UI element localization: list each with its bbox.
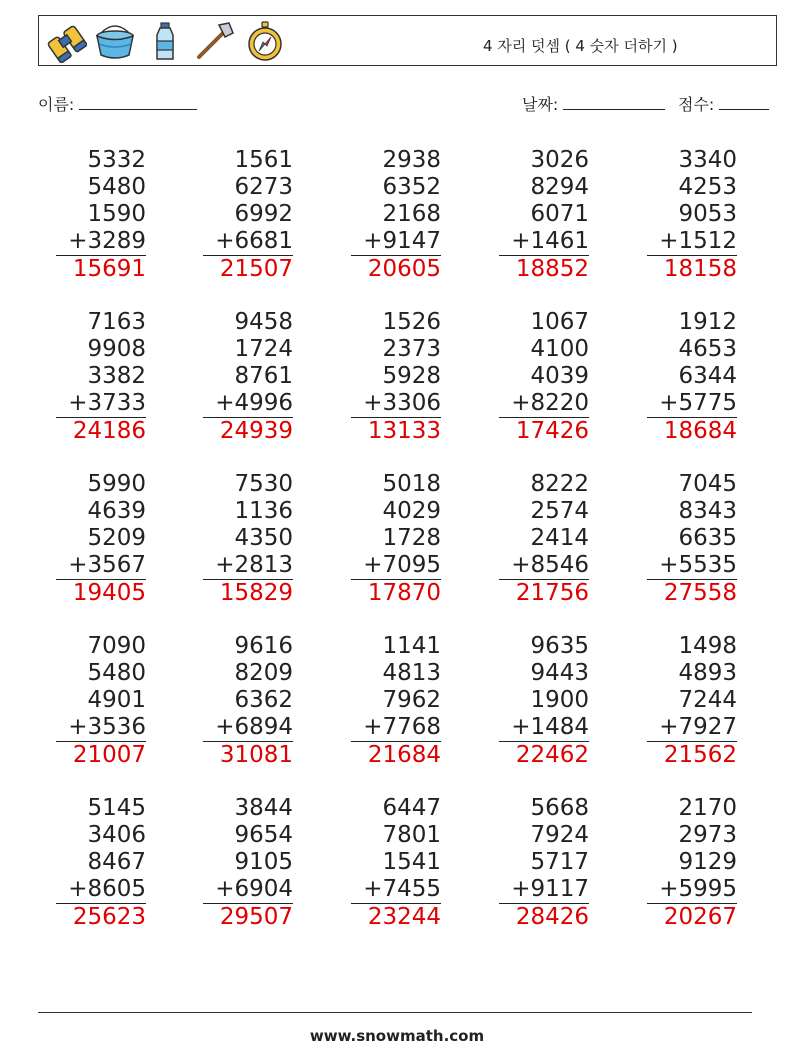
addend-2: 7801	[382, 822, 441, 848]
addend-1: 9635	[530, 633, 589, 659]
addition-problem	[351, 147, 441, 283]
answer: 29507	[219, 904, 293, 930]
addition-problem	[499, 795, 589, 931]
addend-3: 6362	[234, 687, 293, 713]
addition-problem	[499, 471, 589, 607]
name-label: 이름:	[38, 95, 75, 114]
answer: 18684	[663, 418, 737, 444]
addend-2: 4653	[678, 336, 737, 362]
addend-3: 7962	[382, 687, 441, 713]
addend-1: 1561	[234, 147, 293, 173]
addend-4: +9147	[351, 228, 441, 256]
answer: 21507	[219, 256, 293, 282]
answer: 15691	[72, 256, 146, 282]
footer-site: www.snowmath.com	[309, 1027, 485, 1045]
name-field	[38, 92, 197, 115]
addend-4: +5775	[647, 390, 737, 418]
addition-problem	[203, 147, 293, 283]
addend-4: +8605	[56, 876, 146, 904]
date-label: 날짜:	[522, 95, 559, 114]
addend-4: +3306	[351, 390, 441, 418]
addend-3: 6344	[678, 363, 737, 389]
addend-4: +3289	[56, 228, 146, 256]
answer: 28426	[515, 904, 589, 930]
addend-2: 9443	[530, 660, 589, 686]
addend-1: 1912	[678, 309, 737, 335]
addend-4: +7768	[351, 714, 441, 742]
answer: 15829	[219, 580, 293, 606]
addition-problem	[56, 795, 146, 931]
addend-3: 1728	[382, 525, 441, 551]
addend-3: 4350	[234, 525, 293, 551]
answer: 19405	[72, 580, 146, 606]
addend-2: 8209	[234, 660, 293, 686]
addend-4: +3536	[56, 714, 146, 742]
addend-4: +1512	[647, 228, 737, 256]
addition-problem	[203, 633, 293, 769]
addend-4: +5995	[647, 876, 737, 904]
addend-4: +8546	[499, 552, 589, 580]
score-blank[interactable]	[719, 93, 769, 110]
binoculars-icon	[43, 19, 87, 63]
addend-1: 5990	[87, 471, 146, 497]
addend-1: 9616	[234, 633, 293, 659]
addend-2: 4893	[678, 660, 737, 686]
addend-4: +8220	[499, 390, 589, 418]
answer: 17870	[367, 580, 441, 606]
addition-problem	[351, 309, 441, 445]
date-field	[522, 92, 665, 115]
answer: 25623	[72, 904, 146, 930]
addend-1: 8222	[530, 471, 589, 497]
addend-3: 2414	[530, 525, 589, 551]
addend-2: 4813	[382, 660, 441, 686]
addend-4: +6894	[203, 714, 293, 742]
addend-4: +2813	[203, 552, 293, 580]
footer-divider	[38, 1012, 752, 1013]
addend-4: +6681	[203, 228, 293, 256]
addition-problem	[647, 147, 737, 283]
answer: 21756	[515, 580, 589, 606]
answer: 20267	[663, 904, 737, 930]
addend-1: 7045	[678, 471, 737, 497]
answer: 24939	[219, 418, 293, 444]
addend-4: +1461	[499, 228, 589, 256]
addend-1: 7530	[234, 471, 293, 497]
addend-1: 2938	[382, 147, 441, 173]
addend-1: 1067	[530, 309, 589, 335]
answer: 31081	[219, 742, 293, 768]
addend-1: 3340	[678, 147, 737, 173]
addend-2: 4253	[678, 174, 737, 200]
addend-2: 8343	[678, 498, 737, 524]
addend-4: +6904	[203, 876, 293, 904]
addend-4: +3567	[56, 552, 146, 580]
addend-2: 1136	[234, 498, 293, 524]
addend-1: 7163	[87, 309, 146, 335]
addend-3: 3382	[87, 363, 146, 389]
answer: 18852	[515, 256, 589, 282]
answer: 23244	[367, 904, 441, 930]
addend-1: 6447	[382, 795, 441, 821]
answer: 22462	[515, 742, 589, 768]
addition-problem	[499, 147, 589, 283]
answer: 17426	[515, 418, 589, 444]
addend-1: 5332	[87, 147, 146, 173]
addend-3: 7244	[678, 687, 737, 713]
answer: 18158	[663, 256, 737, 282]
water-bottle-icon	[143, 19, 187, 63]
header-icons	[43, 19, 287, 63]
addend-3: 6635	[678, 525, 737, 551]
addend-3: 8761	[234, 363, 293, 389]
addend-1: 2170	[678, 795, 737, 821]
addend-2: 6352	[382, 174, 441, 200]
addend-2: 9908	[87, 336, 146, 362]
addend-1: 3026	[530, 147, 589, 173]
addend-2: 7924	[530, 822, 589, 848]
addend-3: 4039	[530, 363, 589, 389]
addition-problem	[499, 633, 589, 769]
addend-1: 1141	[382, 633, 441, 659]
answer: 21562	[663, 742, 737, 768]
answer: 21684	[367, 742, 441, 768]
addend-2: 2373	[382, 336, 441, 362]
addition-problem	[351, 471, 441, 607]
addend-3: 2168	[382, 201, 441, 227]
worksheet-header	[38, 15, 777, 66]
addition-problem	[56, 147, 146, 283]
answer: 21007	[72, 742, 146, 768]
addition-problem	[647, 795, 737, 931]
addend-3: 6071	[530, 201, 589, 227]
addend-3: 5717	[530, 849, 589, 875]
addition-problem	[56, 309, 146, 445]
addend-3: 6992	[234, 201, 293, 227]
addition-problem	[351, 795, 441, 931]
addend-3: 4901	[87, 687, 146, 713]
addend-1: 1498	[678, 633, 737, 659]
addend-1: 5018	[382, 471, 441, 497]
addend-4: +7927	[647, 714, 737, 742]
addend-3: 5928	[382, 363, 441, 389]
addend-1: 5668	[530, 795, 589, 821]
addend-2: 5480	[87, 660, 146, 686]
score-label: 점수:	[678, 95, 715, 114]
addend-1: 1526	[382, 309, 441, 335]
addend-3: 1590	[87, 201, 146, 227]
compass-icon	[243, 19, 287, 63]
addend-2: 2973	[678, 822, 737, 848]
addend-4: +4996	[203, 390, 293, 418]
answer: 27558	[663, 580, 737, 606]
addend-2: 1724	[234, 336, 293, 362]
addend-4: +7095	[351, 552, 441, 580]
addend-4: +7455	[351, 876, 441, 904]
addend-2: 8294	[530, 174, 589, 200]
addend-1: 3844	[234, 795, 293, 821]
addend-2: 3406	[87, 822, 146, 848]
addition-problem	[203, 471, 293, 607]
addend-2: 2574	[530, 498, 589, 524]
answer: 13133	[367, 418, 441, 444]
answer: 24186	[72, 418, 146, 444]
axe-icon	[193, 19, 237, 63]
bucket-icon	[93, 19, 137, 63]
addend-2: 4639	[87, 498, 146, 524]
addend-3: 9053	[678, 201, 737, 227]
date-blank[interactable]	[563, 93, 665, 110]
score-field	[678, 92, 769, 115]
addend-1: 9458	[234, 309, 293, 335]
addend-1: 7090	[87, 633, 146, 659]
addend-3: 9105	[234, 849, 293, 875]
addition-problem	[56, 471, 146, 607]
addend-3: 1541	[382, 849, 441, 875]
worksheet-title: 4 자리 덧셈 ( 4 숫자 더하기 )	[483, 37, 678, 55]
addend-1: 5145	[87, 795, 146, 821]
addend-3: 1900	[530, 687, 589, 713]
addend-2: 5480	[87, 174, 146, 200]
addition-problem	[647, 471, 737, 607]
addition-problem	[203, 309, 293, 445]
addend-3: 8467	[87, 849, 146, 875]
addend-2: 6273	[234, 174, 293, 200]
addition-problem	[56, 633, 146, 769]
addend-2: 4029	[382, 498, 441, 524]
addition-problem	[351, 633, 441, 769]
addend-4: +9117	[499, 876, 589, 904]
addend-3: 9129	[678, 849, 737, 875]
answer: 20605	[367, 256, 441, 282]
addend-3: 5209	[87, 525, 146, 551]
addition-problem	[647, 633, 737, 769]
addition-problem	[499, 309, 589, 445]
addition-problem	[203, 795, 293, 931]
addend-4: +3733	[56, 390, 146, 418]
addend-4: +5535	[647, 552, 737, 580]
addend-2: 9654	[234, 822, 293, 848]
name-blank[interactable]	[79, 93, 197, 110]
addition-problem	[647, 309, 737, 445]
addend-2: 4100	[530, 336, 589, 362]
addend-4: +1484	[499, 714, 589, 742]
